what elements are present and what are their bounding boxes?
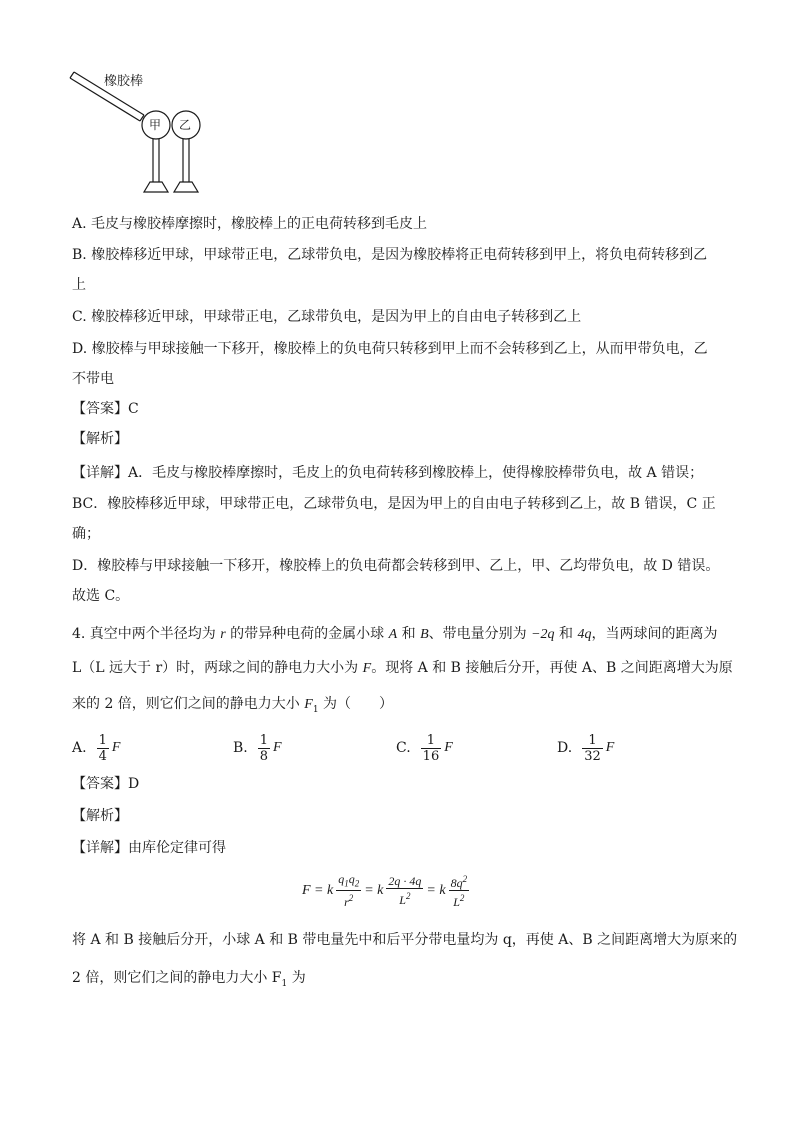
q4-option-d: D. $\frac{1}{32}$ F [557, 732, 615, 764]
q3-analysis-heading: 【解析】 [72, 431, 128, 447]
q4-option-b: B. $\frac{1}{8}$ F [233, 732, 282, 764]
q3-detail-1: 【详解】A．毛皮与橡胶棒摩擦时，毛皮上的负电荷转移到橡胶棒上，使得橡胶棒带负电，故 A 错误； [72, 465, 704, 481]
q3-option-c: C. 橡胶棒移近甲球，甲球带正电，乙球带负电，是因为甲上的自由电子转移到乙上 [72, 309, 582, 325]
q4-option-a: A. $\frac{1}{4}$ F [72, 732, 121, 764]
q4-stem-line-2: L（L 远大于 r）时，两球之间的静电力大小为 F。现将 A 和 B 接触后分开，再使 A、B 之间距离增大为原 [72, 660, 733, 676]
q4-after-1: 将 A 和 B 接触后分开，小球 A 和 B 带电量先中和后平分带电量均为 q，再使 A、B 之间距离增大为原来的 [72, 932, 738, 948]
stand-right [174, 139, 198, 192]
q3-option-d-cont: 不带电 [72, 371, 114, 387]
q3-detail-4: D．橡胶棒与甲球接触一下移开，橡胶棒上的负电荷都会转移到甲、乙上，甲、乙均带负电，故 D 错误。 [72, 558, 720, 574]
ball-yi-label: 乙 [179, 118, 192, 132]
q3-answer: 【答案】C [72, 401, 139, 417]
q3-option-d: D. 橡胶棒与甲球接触一下移开，橡胶棒上的负电荷只转移到甲上而不会转移到乙上，从而甲带负电，乙 [72, 341, 708, 357]
q3-detail-3: 确； [72, 526, 100, 542]
q3-option-b-cont: 上 [72, 277, 86, 293]
rod-label: 橡胶棒 [104, 74, 144, 89]
q4-analysis-heading: 【解析】 [72, 808, 128, 824]
q4-option-c: C. $\frac{1}{16}$ F [396, 732, 453, 764]
q4-answer: 【答案】D [72, 776, 140, 792]
q4-after-2: 2 倍，则它们之间的静电力大小 $F_1$ 为 [72, 970, 306, 989]
coulomb-formula: F = k $\frac{q_1q_2}{r^2}$ = k $\frac{2q \cdot 4q}{L^2}$ = k $\frac{8q^2}{L^2}$ [302, 872, 468, 910]
q3-option-a: A. 毛皮与橡胶棒摩擦时，橡胶棒上的正电荷转移到毛皮上 [72, 216, 428, 232]
stand-left [144, 139, 168, 192]
q4-stem-line-1: 4. 真空中两个半径均为 r 的带异种电荷的金属小球 A 和 B、带电量分别为 −2q 和 4q，当两球间的距离为 [72, 626, 718, 642]
q3-option-b: B. 橡胶棒移近甲球，甲球带正电，乙球带负电，是因为橡胶棒将正电荷转移到甲上，将负电荷转移到乙 [72, 247, 708, 263]
ball-jia-label: 甲 [149, 118, 162, 132]
q4-stem-line-3: 来的 2 倍，则它们之间的静电力大小 $F_1$ 为（ ） [72, 696, 394, 715]
q3-detail-2: BC．橡胶棒移近甲球，甲球带正电，乙球带负电，是因为甲上的自由电子转移到乙上，故 B 错误，C 正 [72, 496, 716, 512]
q3-detail-5: 故选 C。 [72, 588, 130, 604]
q4-detail-1: 【详解】由库伦定律可得 [72, 840, 226, 856]
